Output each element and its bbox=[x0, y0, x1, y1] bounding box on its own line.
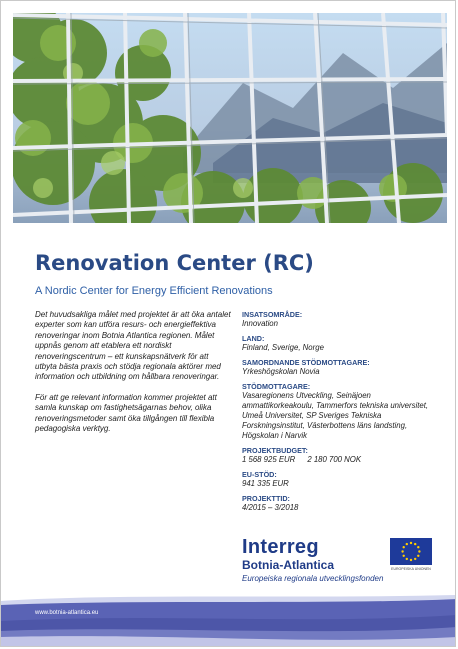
eu-flag-icon bbox=[390, 538, 432, 565]
fact-label: INSATSOMRÅDE: bbox=[242, 310, 303, 319]
fact-stodmottagare bbox=[242, 382, 432, 441]
fact-value: Finland, Sverige, Norge bbox=[242, 343, 324, 352]
fact-projekttid bbox=[242, 494, 432, 513]
fact-label: EU-STÖD: bbox=[242, 470, 277, 479]
fact-value: 941 335 EUR bbox=[242, 479, 289, 488]
logo-region: Botnia-Atlantica bbox=[242, 558, 335, 572]
project-description bbox=[35, 310, 231, 444]
eu-label: EUROPEISKA UNIONEN bbox=[391, 567, 431, 571]
fact-samordnande bbox=[242, 358, 432, 377]
fact-value: Vasaregionens Utveckling, Seinäjoen ammattikorkeakoulu, Tammerfors tekniska universitet, Umeå Universitet, SP Sveriges Tekniska Forskningsinstitut, Västerbottens läns landsting, Högskolan i Narvik bbox=[242, 391, 429, 440]
description-paragraph: Det huvudsakliga målet med projektet är att öka antalet experter som kan utföra resurs- och energieffektiva renoveringar inom Botnia Atlantica regionen. Målet uppnås genom att etablera ett nordiskt renoveringscentrum – ett kunskapsnätverk för att utbyta bästa praxis och stödja regionala aktörer med information och utbildning om hållbara renoveringar. bbox=[35, 310, 231, 382]
fact-label: STÖDMOTTAGARE: bbox=[242, 382, 311, 391]
footer-url-link[interactable]: www.botnia-atlantica.eu bbox=[35, 610, 99, 616]
footer-band bbox=[1, 591, 456, 647]
page-subtitle: A Nordic Center for Energy Efficient Renovations bbox=[35, 285, 273, 297]
fact-insatsomrade bbox=[242, 310, 432, 329]
project-facts bbox=[242, 310, 432, 518]
fact-label: PROJEKTTID: bbox=[242, 494, 290, 503]
fact-value: Yrkeshögskolan Novia bbox=[242, 367, 320, 376]
interreg-logo bbox=[242, 536, 432, 591]
description-paragraph: För att ge relevant information kommer projektet att samla kunskap om fastighetsägarnas behov, olika renoveringsmetoder samt öka tillgången till flexibla pedagogiska verktyg. bbox=[35, 392, 217, 434]
fact-value bbox=[242, 455, 432, 465]
logo-wordmark: Interreg bbox=[242, 536, 319, 558]
budget-eur: 1 568 925 EUR bbox=[242, 455, 296, 464]
fact-value: 4/2015 – 3/2018 bbox=[242, 503, 299, 512]
glass-facade-photo bbox=[13, 13, 447, 223]
budget-nok: 2 180 700 NOK bbox=[307, 455, 362, 464]
fact-value: Innovation bbox=[242, 319, 278, 328]
hero-image bbox=[13, 13, 447, 223]
fact-label: SAMORDNANDE STÖDMOTTAGARE: bbox=[242, 358, 370, 367]
page-title: Renovation Center (RC) bbox=[35, 251, 314, 275]
fact-eu-stod bbox=[242, 470, 432, 489]
fact-land bbox=[242, 334, 432, 353]
fact-label: LAND: bbox=[242, 334, 265, 343]
footer-wave bbox=[1, 591, 456, 647]
logo-fund: Europeiska regionala utvecklingsfonden bbox=[242, 574, 384, 583]
fact-label: PROJEKTBUDGET: bbox=[242, 446, 308, 455]
fact-projektbudget bbox=[242, 446, 432, 465]
